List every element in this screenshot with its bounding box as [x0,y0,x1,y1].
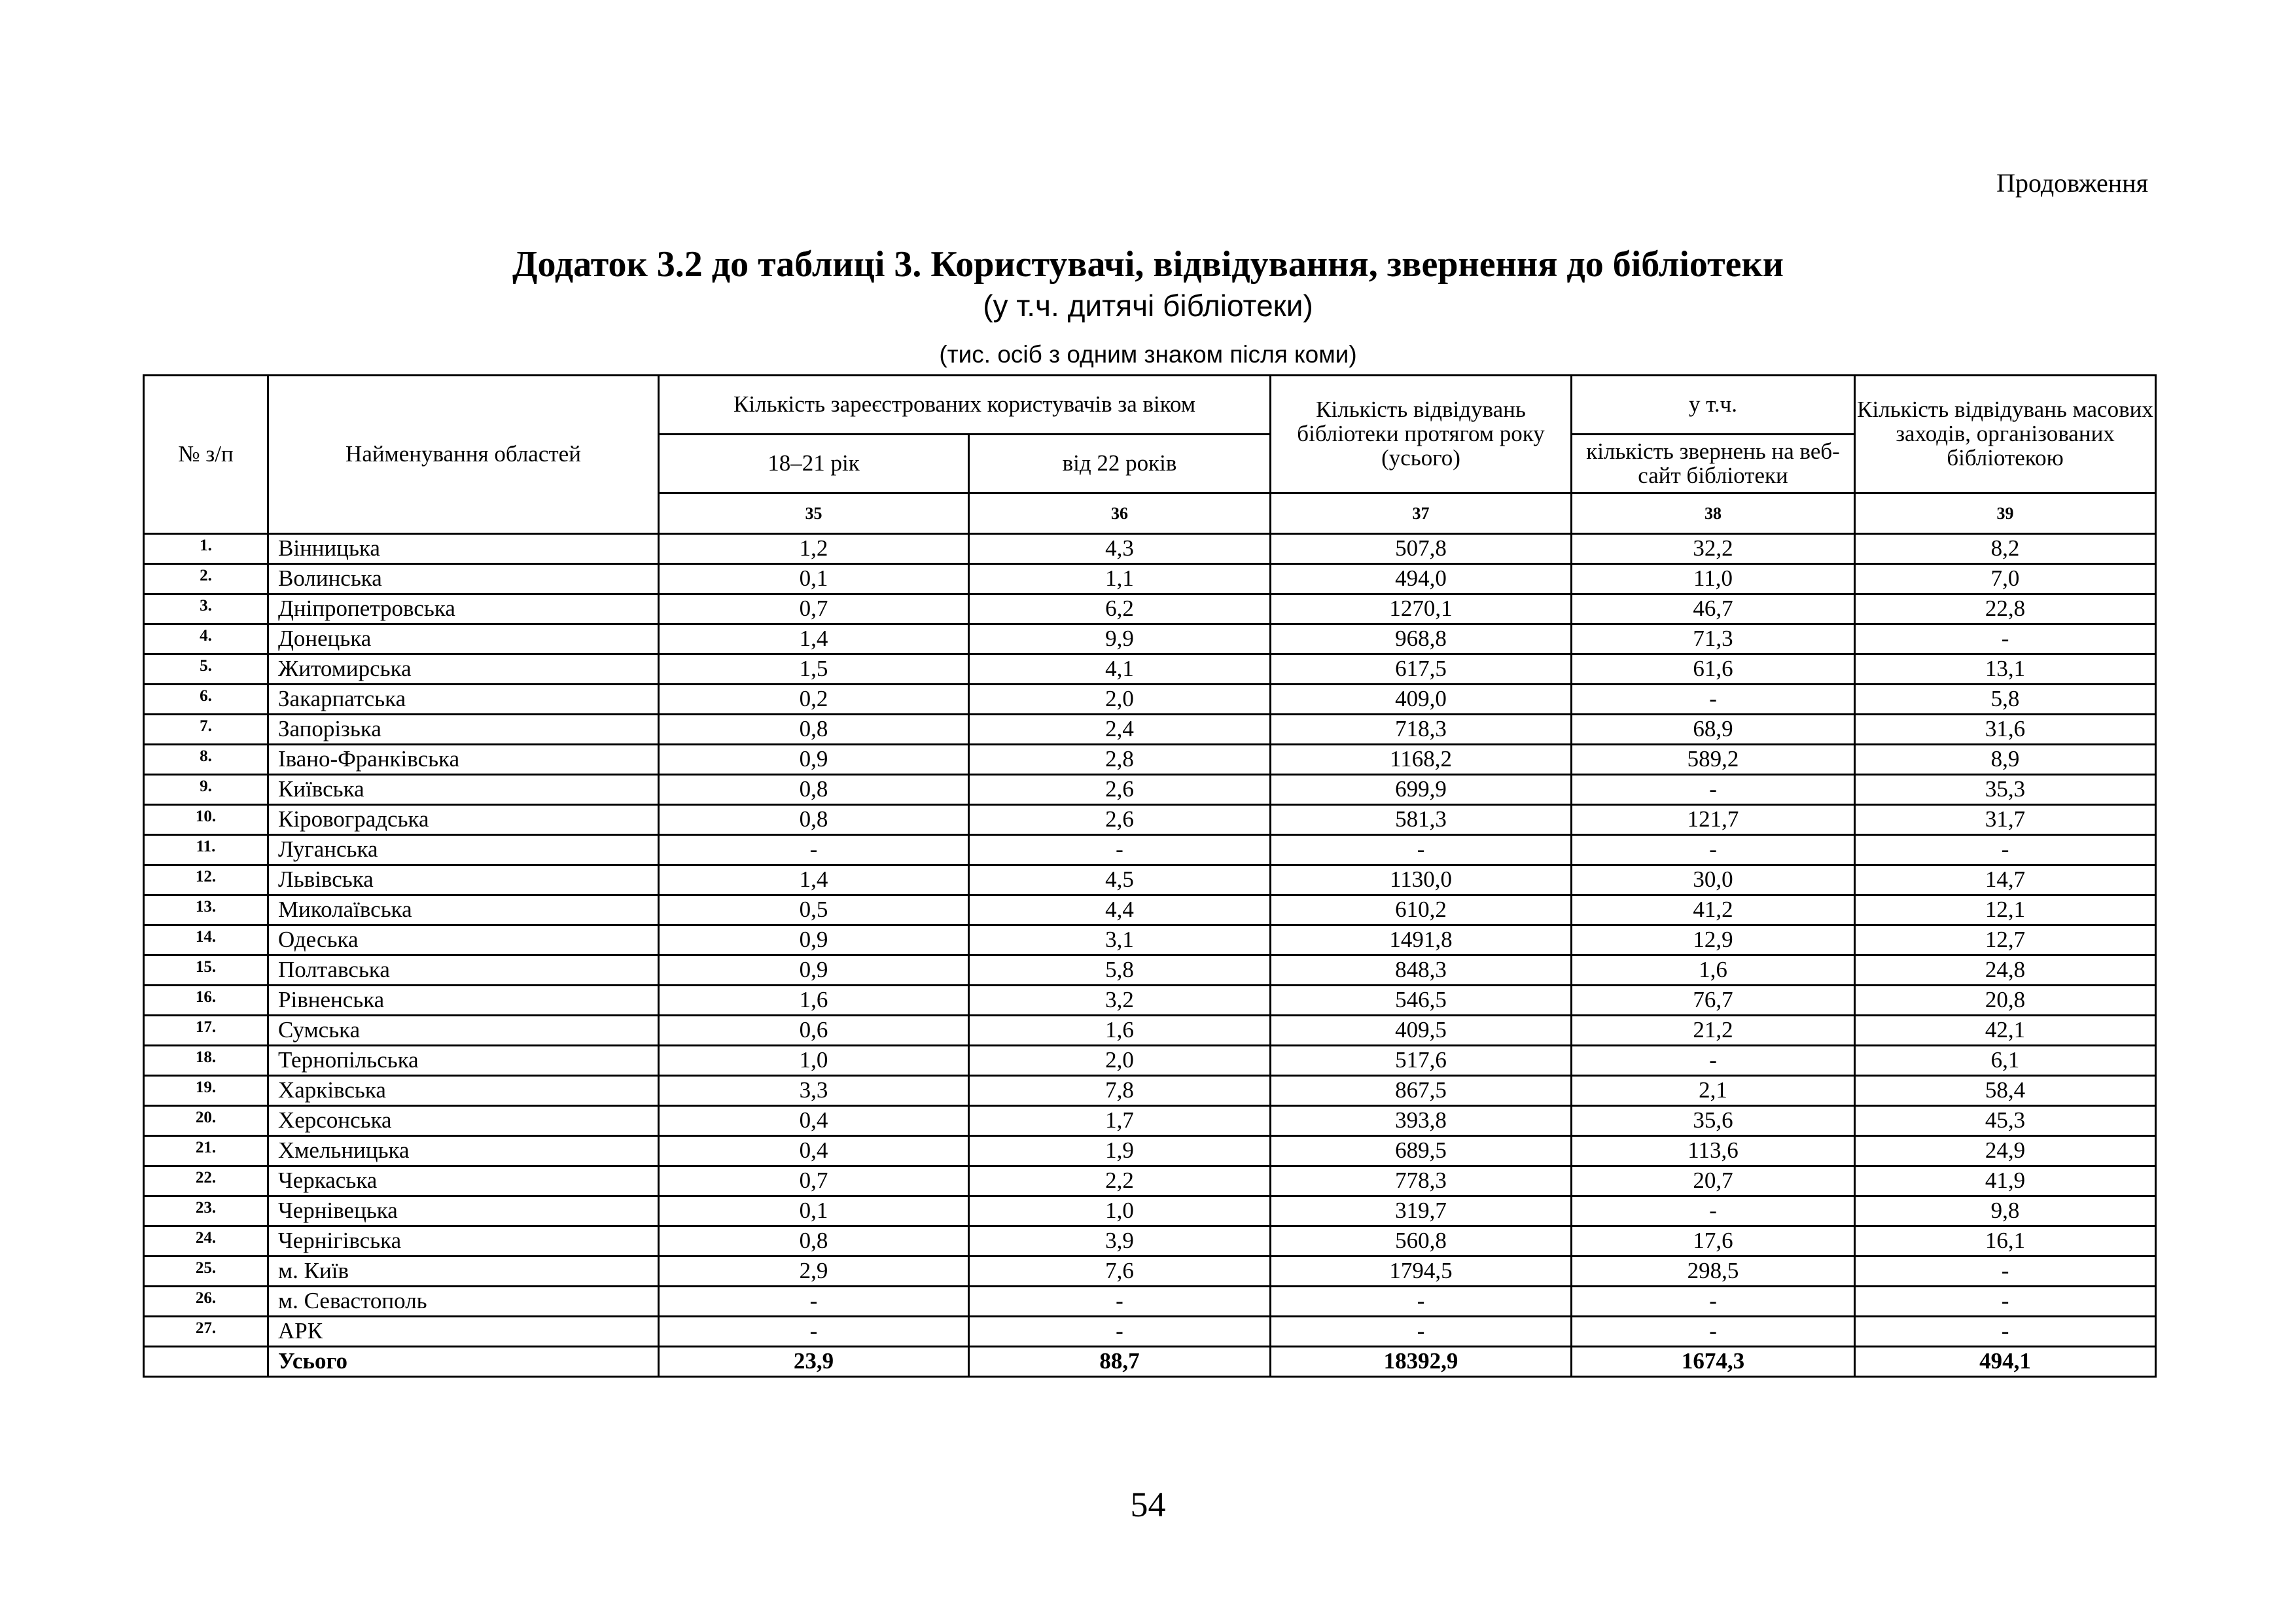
region-name: Вінницька [268,534,659,564]
cell-mass-events: 58,4 [1855,1076,2156,1106]
cell-age-22-plus: 2,6 [969,805,1271,835]
header-website-requests: кількість звернень на веб-сайт бібліотеки [1572,435,1855,493]
cell-age-22-plus: 1,7 [969,1106,1271,1136]
region-name: Чернівецька [268,1196,659,1226]
cell-mass-events: 31,7 [1855,805,2156,835]
cell-age-22-plus: 2,8 [969,745,1271,775]
table-row [144,1196,2156,1226]
region-name: Одеська [268,925,659,955]
cell-visits: 1491,8 [1271,925,1572,955]
row-number: 10. [144,805,268,835]
cell-website-requests: 21,2 [1572,1016,1855,1046]
table-row [144,895,2156,925]
region-name: Чернігівська [268,1226,659,1257]
cell-age-18-21: 0,4 [659,1136,969,1166]
table-row [144,564,2156,594]
cell-age-22-plus: 2,0 [969,1046,1271,1076]
cell-website-requests: - [1572,685,1855,715]
cell-website-requests: 71,3 [1572,624,1855,654]
region-name: АРК [268,1317,659,1347]
cell-age-18-21: 0,9 [659,955,969,986]
cell-mass-events: 24,9 [1855,1136,2156,1166]
cell-mass-events: - [1855,1317,2156,1347]
region-name: Рівненська [268,986,659,1016]
cell-visits: 18392,9 [1271,1347,1572,1377]
cell-website-requests: 32,2 [1572,534,1855,564]
region-name: Херсонська [268,1106,659,1136]
column-number: 37 [1271,493,1572,534]
cell-visits: 968,8 [1271,624,1572,654]
cell-age-18-21: 0,7 [659,594,969,624]
cell-visits: 689,5 [1271,1136,1572,1166]
cell-age-22-plus: 4,4 [969,895,1271,925]
region-name: Волинська [268,564,659,594]
cell-visits: 560,8 [1271,1226,1572,1257]
cell-visits: 581,3 [1271,805,1572,835]
cell-age-18-21: 1,6 [659,986,969,1016]
table-body [144,534,2156,1377]
table-row [144,925,2156,955]
cell-mass-events: 5,8 [1855,685,2156,715]
document-title: Додаток 3.2 до таблиці 3. Користувачі, відвідування, звернення до бібліотеки [512,244,1784,285]
cell-age-18-21: 0,2 [659,685,969,715]
cell-mass-events: - [1855,1257,2156,1287]
cell-visits: 1794,5 [1271,1257,1572,1287]
cell-mass-events: 35,3 [1855,775,2156,805]
column-number: 39 [1855,493,2156,534]
table-row [144,986,2156,1016]
region-name: Миколаївська [268,895,659,925]
cell-website-requests: 17,6 [1572,1226,1855,1257]
cell-age-18-21: 3,3 [659,1076,969,1106]
continuation-label: Продовження [1996,168,2148,198]
cell-mass-events: 22,8 [1855,594,2156,624]
cell-visits: 778,3 [1271,1166,1572,1196]
cell-age-18-21: 1,2 [659,534,969,564]
cell-visits: 507,8 [1271,534,1572,564]
region-name: Черкаська [268,1166,659,1196]
cell-age-22-plus: 2,0 [969,685,1271,715]
header-region: Найменування областей [268,376,659,534]
cell-website-requests: 12,9 [1572,925,1855,955]
cell-age-18-21: 0,8 [659,805,969,835]
cell-age-18-21: 0,8 [659,715,969,745]
cell-mass-events: 16,1 [1855,1226,2156,1257]
region-name: Сумська [268,1016,659,1046]
cell-mass-events: 9,8 [1855,1196,2156,1226]
region-name: Запорізька [268,715,659,745]
header-age-18-21: 18–21 рік [659,435,969,493]
table-row [144,865,2156,895]
table-row [144,1136,2156,1166]
region-name: м. Київ [268,1257,659,1287]
cell-age-18-21: - [659,1317,969,1347]
cell-age-18-21: 0,6 [659,1016,969,1046]
table-row [144,1287,2156,1317]
cell-age-18-21: 1,4 [659,865,969,895]
cell-website-requests: 121,7 [1572,805,1855,835]
region-name: Івано-Франківська [268,745,659,775]
header-age-22-plus: від 22 років [969,435,1271,493]
cell-age-22-plus: 4,5 [969,865,1271,895]
row-number: 9. [144,775,268,805]
row-number: 19. [144,1076,268,1106]
cell-website-requests: 30,0 [1572,865,1855,895]
cell-age-22-plus: 2,6 [969,775,1271,805]
table-row [144,1257,2156,1287]
row-number: 1. [144,534,268,564]
cell-mass-events: - [1855,624,2156,654]
cell-visits: 494,0 [1271,564,1572,594]
cell-age-18-21: 0,8 [659,775,969,805]
cell-age-22-plus: 88,7 [969,1347,1271,1377]
cell-mass-events: 31,6 [1855,715,2156,745]
cell-website-requests: - [1572,1046,1855,1076]
cell-age-18-21: 0,5 [659,895,969,925]
cell-visits: - [1271,1317,1572,1347]
row-number: 5. [144,654,268,685]
row-number: 15. [144,955,268,986]
cell-age-18-21: 1,0 [659,1046,969,1076]
table-header [144,376,2156,534]
cell-website-requests: 1674,3 [1572,1347,1855,1377]
cell-mass-events: 13,1 [1855,654,2156,685]
row-number: 25. [144,1257,268,1287]
row-number [144,1347,268,1377]
cell-visits: 699,9 [1271,775,1572,805]
cell-visits: 546,5 [1271,986,1572,1016]
table-row [144,1016,2156,1046]
row-number: 26. [144,1287,268,1317]
row-number: 11. [144,835,268,865]
cell-website-requests: 76,7 [1572,986,1855,1016]
table-row [144,1106,2156,1136]
cell-website-requests: 1,6 [1572,955,1855,986]
cell-mass-events: 41,9 [1855,1166,2156,1196]
cell-age-18-21: 0,1 [659,564,969,594]
cell-visits: 409,5 [1271,1016,1572,1046]
cell-age-22-plus: 3,2 [969,986,1271,1016]
cell-mass-events: 8,2 [1855,534,2156,564]
row-number: 4. [144,624,268,654]
region-name: Донецька [268,624,659,654]
region-name: Луганська [268,835,659,865]
cell-age-18-21: 0,9 [659,745,969,775]
region-name: Кіровоградська [268,805,659,835]
header-mass-events: Кількість відвідувань масових заходів, організованих бібліотекою [1855,376,2156,493]
table-row [144,654,2156,685]
cell-website-requests: 20,7 [1572,1166,1855,1196]
cell-website-requests: 298,5 [1572,1257,1855,1287]
table-row [144,835,2156,865]
cell-visits: 1168,2 [1271,745,1572,775]
cell-age-22-plus: 4,1 [969,654,1271,685]
table-row [144,775,2156,805]
table-row [144,805,2156,835]
region-name: Львівська [268,865,659,895]
cell-age-22-plus: - [969,1287,1271,1317]
row-number: 13. [144,895,268,925]
row-number: 3. [144,594,268,624]
table-row [144,624,2156,654]
cell-age-22-plus: 1,6 [969,1016,1271,1046]
cell-website-requests: 61,6 [1572,654,1855,685]
cell-age-18-21: 0,9 [659,925,969,955]
cell-visits: 319,7 [1271,1196,1572,1226]
cell-mass-events: 14,7 [1855,865,2156,895]
row-number: 27. [144,1317,268,1347]
cell-website-requests: 2,1 [1572,1076,1855,1106]
cell-website-requests: 68,9 [1572,715,1855,745]
row-number: 23. [144,1196,268,1226]
cell-age-18-21: 0,1 [659,1196,969,1226]
cell-age-22-plus: 4,3 [969,534,1271,564]
cell-age-22-plus: 9,9 [969,624,1271,654]
cell-age-22-plus: 7,8 [969,1076,1271,1106]
cell-website-requests: - [1572,1196,1855,1226]
cell-visits: 867,5 [1271,1076,1572,1106]
row-number: 18. [144,1046,268,1076]
cell-mass-events: 8,9 [1855,745,2156,775]
table-row [144,1317,2156,1347]
header-including: у т.ч. [1572,376,1855,435]
cell-website-requests: 46,7 [1572,594,1855,624]
table-row [144,685,2156,715]
region-name: Дніпропетровська [268,594,659,624]
row-number: 24. [144,1226,268,1257]
region-name: Тернопільська [268,1046,659,1076]
cell-visits: 393,8 [1271,1106,1572,1136]
row-number: 17. [144,1016,268,1046]
cell-visits: - [1271,835,1572,865]
cell-age-18-21: 0,4 [659,1106,969,1136]
cell-mass-events: 494,1 [1855,1347,2156,1377]
table-row [144,1076,2156,1106]
cell-mass-events: - [1855,1287,2156,1317]
region-name: Хмельницька [268,1136,659,1166]
total-row [144,1347,2156,1377]
cell-visits: 517,6 [1271,1046,1572,1076]
cell-age-18-21: 23,9 [659,1347,969,1377]
row-number: 14. [144,925,268,955]
header-registered-users: Кількість зареєстрованих користувачів за віком [659,376,1271,435]
table-row [144,534,2156,564]
cell-visits: 848,3 [1271,955,1572,986]
cell-website-requests: 589,2 [1572,745,1855,775]
cell-mass-events: - [1855,835,2156,865]
cell-mass-events: 6,1 [1855,1046,2156,1076]
cell-visits: 409,0 [1271,685,1572,715]
region-name: Харківська [268,1076,659,1106]
cell-age-18-21: 0,8 [659,1226,969,1257]
cell-visits: 617,5 [1271,654,1572,685]
cell-age-22-plus: - [969,1317,1271,1347]
table-row [144,1166,2156,1196]
table-row [144,955,2156,986]
cell-age-22-plus: 1,9 [969,1136,1271,1166]
cell-age-18-21: - [659,1287,969,1317]
unit-note: (тис. осіб з одним знаком після коми) [939,341,1357,368]
cell-visits: 1270,1 [1271,594,1572,624]
cell-website-requests: 113,6 [1572,1136,1855,1166]
cell-visits: 718,3 [1271,715,1572,745]
cell-age-22-plus: 1,1 [969,564,1271,594]
page-number: 54 [1130,1485,1166,1524]
row-number: 7. [144,715,268,745]
cell-visits: - [1271,1287,1572,1317]
cell-visits: 1130,0 [1271,865,1572,895]
cell-age-22-plus: 2,4 [969,715,1271,745]
cell-age-22-plus: 7,6 [969,1257,1271,1287]
table-row [144,745,2156,775]
region-name: Полтавська [268,955,659,986]
region-name: Закарпатська [268,685,659,715]
cell-age-18-21: 0,7 [659,1166,969,1196]
cell-mass-events: 42,1 [1855,1016,2156,1046]
table-row [144,594,2156,624]
column-number: 38 [1572,493,1855,534]
cell-age-22-plus: 3,1 [969,925,1271,955]
region-name: Усього [268,1347,659,1377]
cell-age-18-21: 1,4 [659,624,969,654]
header-visits: Кількість відвідувань бібліотеки протягом року (усього) [1271,376,1572,493]
cell-visits: 610,2 [1271,895,1572,925]
row-number: 16. [144,986,268,1016]
cell-website-requests: 41,2 [1572,895,1855,925]
cell-mass-events: 12,7 [1855,925,2156,955]
cell-website-requests: - [1572,1317,1855,1347]
row-number: 8. [144,745,268,775]
header-num: № з/п [144,376,268,534]
region-name: Житомирська [268,654,659,685]
cell-age-22-plus: 2,2 [969,1166,1271,1196]
cell-age-18-21: - [659,835,969,865]
cell-website-requests: - [1572,1287,1855,1317]
table-row [144,1226,2156,1257]
cell-age-22-plus: 6,2 [969,594,1271,624]
row-number: 21. [144,1136,268,1166]
statistics-table [143,374,2157,1378]
cell-age-18-21: 2,9 [659,1257,969,1287]
table-row [144,1046,2156,1076]
row-number: 2. [144,564,268,594]
cell-mass-events: 12,1 [1855,895,2156,925]
cell-mass-events: 7,0 [1855,564,2156,594]
document-subtitle: (у т.ч. дитячі бібліотеки) [983,289,1313,323]
cell-age-22-plus: 5,8 [969,955,1271,986]
cell-website-requests: - [1572,775,1855,805]
row-number: 22. [144,1166,268,1196]
region-name: м. Севастополь [268,1287,659,1317]
cell-age-18-21: 1,5 [659,654,969,685]
cell-website-requests: 11,0 [1572,564,1855,594]
cell-age-22-plus: 3,9 [969,1226,1271,1257]
cell-mass-events: 20,8 [1855,986,2156,1016]
row-number: 6. [144,685,268,715]
cell-website-requests: - [1572,835,1855,865]
cell-website-requests: 35,6 [1572,1106,1855,1136]
table-row [144,715,2156,745]
cell-age-22-plus: 1,0 [969,1196,1271,1226]
cell-mass-events: 24,8 [1855,955,2156,986]
region-name: Київська [268,775,659,805]
row-number: 20. [144,1106,268,1136]
column-number: 35 [659,493,969,534]
column-number: 36 [969,493,1271,534]
cell-age-22-plus: - [969,835,1271,865]
cell-mass-events: 45,3 [1855,1106,2156,1136]
row-number: 12. [144,865,268,895]
